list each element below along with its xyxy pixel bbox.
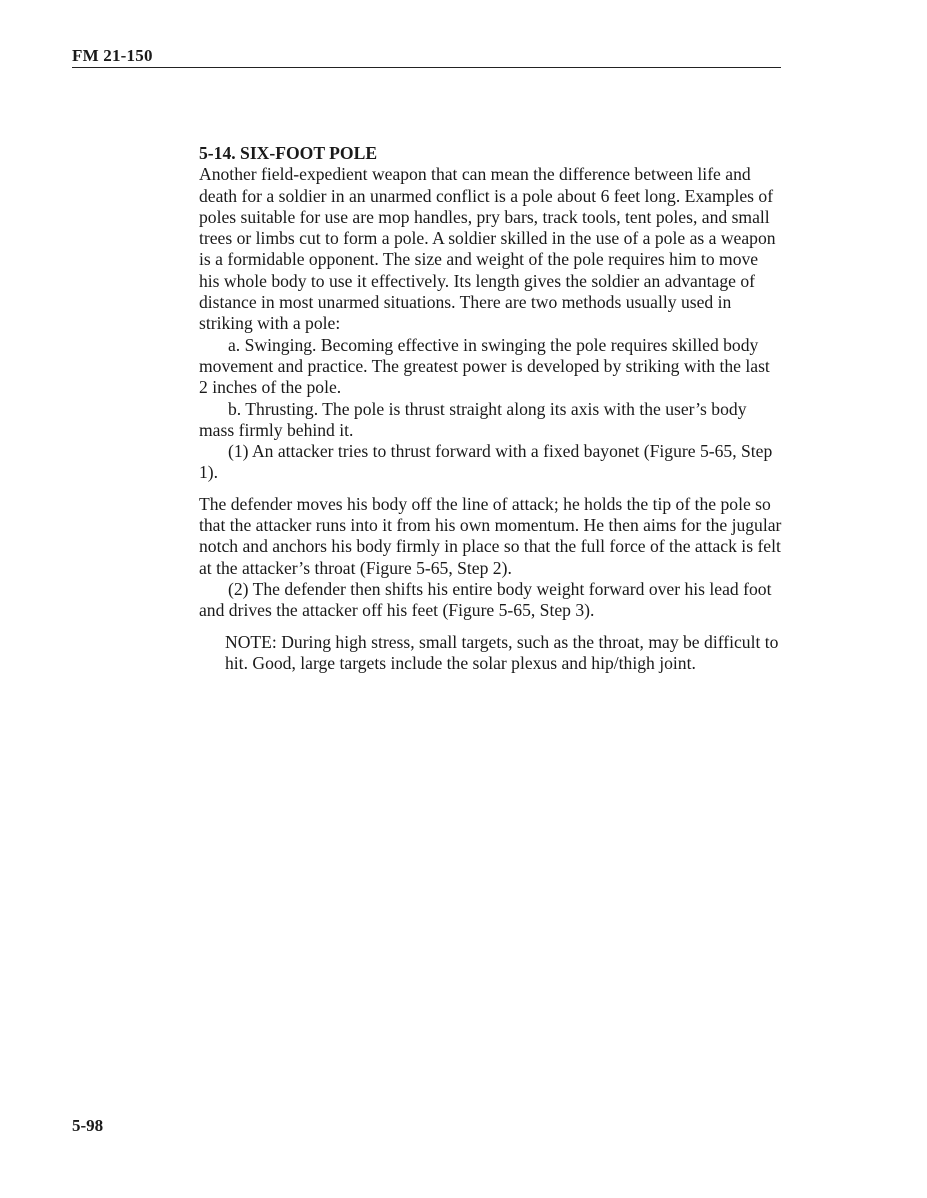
section-title: 5-14. SIX-FOOT POLE (199, 143, 378, 163)
item-a-swinging: a. Swinging. Becoming effective in swinging the pole requires skilled body movement and practice. The greatest power is developed by striking with the last 2 inches of the pole. (199, 334, 770, 398)
item-b-thrusting: b. Thrusting. The pole is thrust straight along its axis with the user’s body mass firmly behind it. (199, 398, 747, 440)
note-paragraph: NOTE: During high stress, small targets, such as the throat, may be difficult to hit. Good, large targets include the solar plexus and hip/thigh joint. (225, 631, 779, 673)
defender-paragraph: The defender moves his body off the line of attack; he holds the tip of the pole so that the attacker runs into it from his own momentum. He then aims for the jugular notch and anchors his body firmly in place so that the full force of the attack is felt at the attacker’s throat (Figure 5-65, Step 2). (199, 493, 782, 578)
intro-paragraph: Another field-expedient weapon that can mean the difference between life and death for a soldier in an unarmed conflict is a pole about 6 feet long. Examples of poles suitable for use are mop handles, pry bars, track tools, tent poles, and small trees or limbs cut to form a pole. A soldier skilled in the use of a pole as a weapon is a formidable opponent. The size and weight of the pole requires him to move his whole body to use it effectively. Its length gives the soldier an advantage of distance in most unarmed situations. There are two methods usually used in striking with a pole: (199, 164, 776, 334)
page-body (199, 143, 782, 674)
step-1-paragraph: (1) An attacker tries to thrust forward with a fixed bayonet (Figure 5-65, Step 1). (199, 441, 773, 483)
running-head: FM 21-150 (72, 46, 153, 65)
header-rule (72, 67, 781, 68)
step-2-paragraph: (2) The defender then shifts his entire body weight forward over his lead foot and drives the attacker off his feet (Figure 5-65, Step 3). (199, 578, 772, 621)
page-number: 5-98 (72, 1116, 104, 1135)
